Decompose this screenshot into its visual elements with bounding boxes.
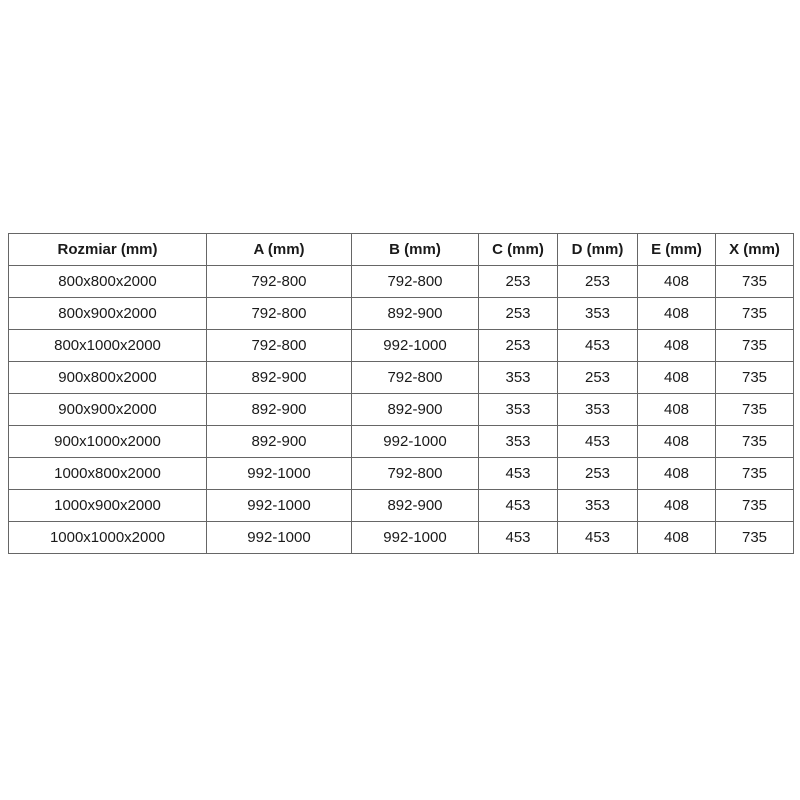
- table-cell: 408: [638, 522, 716, 554]
- table-cell: 892-900: [207, 362, 352, 394]
- table-cell: 353: [558, 490, 638, 522]
- table-cell: 992-1000: [207, 522, 352, 554]
- table-cell: 792-800: [352, 458, 479, 490]
- table-cell: 408: [638, 394, 716, 426]
- table-cell: 453: [558, 522, 638, 554]
- table-row: [9, 522, 794, 554]
- table-cell: 892-900: [352, 490, 479, 522]
- header-row: [9, 234, 794, 266]
- header-cell: C (mm): [479, 234, 558, 266]
- table-cell: 735: [716, 394, 794, 426]
- table-row: [9, 394, 794, 426]
- table-cell: 353: [558, 298, 638, 330]
- table-cell: 253: [558, 458, 638, 490]
- table-cell: 892-900: [207, 426, 352, 458]
- table-cell: 992-1000: [352, 330, 479, 362]
- header-cell: Rozmiar (mm): [9, 234, 207, 266]
- dimensions-table: [8, 233, 794, 554]
- table-cell: 792-800: [352, 266, 479, 298]
- table-cell: 253: [479, 330, 558, 362]
- table-cell: 353: [479, 362, 558, 394]
- table-cell: 792-800: [207, 330, 352, 362]
- table-cell: 892-900: [352, 298, 479, 330]
- table-row: [9, 458, 794, 490]
- table-cell: 353: [479, 394, 558, 426]
- table-cell: 408: [638, 330, 716, 362]
- table-cell: 735: [716, 266, 794, 298]
- table-cell: 735: [716, 426, 794, 458]
- table-cell: 253: [558, 266, 638, 298]
- table-cell: 453: [479, 458, 558, 490]
- header-cell: A (mm): [207, 234, 352, 266]
- header-cell: X (mm): [716, 234, 794, 266]
- table-cell: 800x800x2000: [9, 266, 207, 298]
- header-cell: D (mm): [558, 234, 638, 266]
- table-row: [9, 490, 794, 522]
- table-cell: 792-800: [352, 362, 479, 394]
- table-cell: 800x1000x2000: [9, 330, 207, 362]
- table-cell: 453: [479, 490, 558, 522]
- table-cell: 408: [638, 362, 716, 394]
- table-cell: 408: [638, 426, 716, 458]
- table-cell: 735: [716, 362, 794, 394]
- table-head: [9, 234, 794, 266]
- table-cell: 253: [479, 266, 558, 298]
- table-cell: 900x900x2000: [9, 394, 207, 426]
- table-cell: 453: [558, 426, 638, 458]
- table-cell: 900x1000x2000: [9, 426, 207, 458]
- table-cell: 992-1000: [352, 522, 479, 554]
- table-cell: 735: [716, 330, 794, 362]
- table-cell: 253: [479, 298, 558, 330]
- table-cell: 992-1000: [207, 458, 352, 490]
- table-cell: 353: [558, 394, 638, 426]
- table-cell: 892-900: [207, 394, 352, 426]
- header-cell: E (mm): [638, 234, 716, 266]
- table-cell: 408: [638, 266, 716, 298]
- table-cell: 1000x1000x2000: [9, 522, 207, 554]
- header-cell: B (mm): [352, 234, 479, 266]
- table-cell: 453: [558, 330, 638, 362]
- table-cell: 1000x900x2000: [9, 490, 207, 522]
- table-cell: 792-800: [207, 298, 352, 330]
- table-cell: 253: [558, 362, 638, 394]
- table-row: [9, 330, 794, 362]
- table-cell: 992-1000: [352, 426, 479, 458]
- table-cell: 408: [638, 298, 716, 330]
- table-cell: 408: [638, 458, 716, 490]
- table-cell: 1000x800x2000: [9, 458, 207, 490]
- table-cell: 735: [716, 458, 794, 490]
- table-cell: 453: [479, 522, 558, 554]
- table-row: [9, 362, 794, 394]
- table-row: [9, 298, 794, 330]
- table-cell: 353: [479, 426, 558, 458]
- table-row: [9, 426, 794, 458]
- table-cell: 892-900: [352, 394, 479, 426]
- table-cell: 992-1000: [207, 490, 352, 522]
- table-row: [9, 266, 794, 298]
- table-body: [9, 266, 794, 554]
- table-cell: 900x800x2000: [9, 362, 207, 394]
- table-cell: 735: [716, 490, 794, 522]
- table-cell: 735: [716, 298, 794, 330]
- table-cell: 792-800: [207, 266, 352, 298]
- table-cell: 800x900x2000: [9, 298, 207, 330]
- table-cell: 735: [716, 522, 794, 554]
- table-cell: 408: [638, 490, 716, 522]
